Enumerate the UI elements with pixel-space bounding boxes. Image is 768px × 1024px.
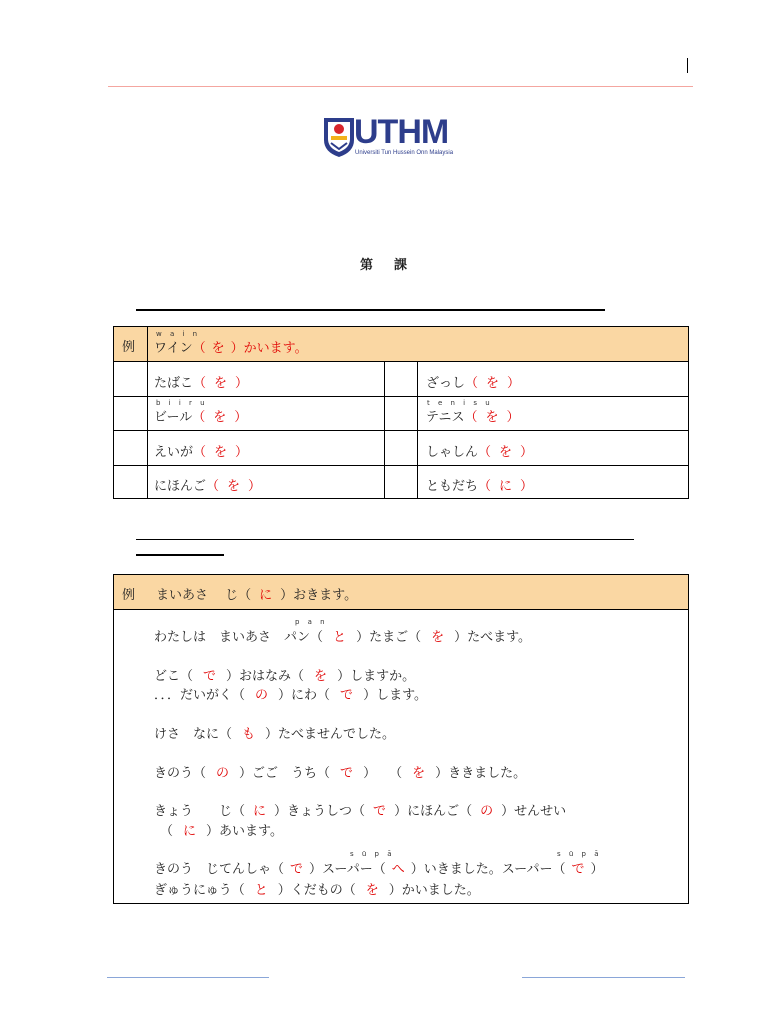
answer-cell: えいが（ を ） xyxy=(154,445,249,460)
ruby-pan: p a n xyxy=(295,618,328,626)
sentence-3: ．．．だいがく（ の ）にわ（ で ）します。 xyxy=(154,688,428,703)
answer-cell: テニス（ を ） xyxy=(426,410,520,425)
uthm-crest-icon xyxy=(322,116,356,158)
answer-cell: たばこ（ を ） xyxy=(154,376,249,391)
sentence-7: （ に ）あいます。 xyxy=(160,824,283,839)
header-rule xyxy=(108,86,693,87)
ruby-supa-1: s ū p ā xyxy=(350,850,395,858)
example-sentence: ワイン（ を ）かいます。 xyxy=(154,341,308,356)
lesson-heading xyxy=(360,254,428,273)
ruby-wain: w a i n xyxy=(156,330,201,338)
footer-rule-right xyxy=(522,977,685,978)
example-label: 例 xyxy=(122,588,136,603)
lesson-char-ka: 課 xyxy=(394,258,411,273)
answer-cell: ざっし（ を ） xyxy=(426,376,521,391)
sentence-1: わたしは まいあさ パン（ と ）たまご（ を ）たべます。 xyxy=(154,630,532,645)
footer-rule-left xyxy=(107,977,269,978)
section2-underline xyxy=(136,554,224,556)
ruby-supa-2: s ū p ā xyxy=(557,850,602,858)
exercise-table-1 xyxy=(113,326,689,499)
logo-subtitle: Universiti Tun Hussein Onn Malaysia xyxy=(355,150,454,156)
ruby-biiru: b i i r u xyxy=(156,399,208,407)
example-sentence: まいあさ じ（ に ）おきます。 xyxy=(156,588,358,603)
sentence-8: きのう じてんしゃ（ で ）スーパー（ へ ）いきました。スーパー（ で ） xyxy=(154,862,604,877)
logo-title: UTHM xyxy=(354,113,449,151)
answer-cell: しゃしん（ を ） xyxy=(426,445,534,460)
answer-cell: ともだち（ に ） xyxy=(426,479,534,494)
section1-rule xyxy=(136,309,605,311)
sentence-5: きのう（ の ）ごご うち（ で ） （ を ）ききました。 xyxy=(154,766,527,781)
sentence-9: ぎゅうにゅう（ と ）くだもの（ を ）かいました。 xyxy=(154,883,480,898)
example-label: 例 xyxy=(122,340,136,355)
lesson-char-dai: 第 xyxy=(360,258,377,273)
answer-cell: にほんご（ を ） xyxy=(154,479,262,494)
sentence-2: どこ（ で ）おはなみ（ を ）しますか。 xyxy=(154,669,416,684)
sentence-4: けさ なに（ も ）たべませんでした。 xyxy=(154,727,396,742)
ruby-tenisu: t e n i s u xyxy=(427,399,493,407)
section2-rule xyxy=(136,539,634,540)
page-marker xyxy=(687,58,688,73)
exercise-table-2 xyxy=(113,574,689,904)
answer-cell: ビール（ を ） xyxy=(154,410,248,425)
sentence-6: きょう じ（ に ）きょうしつ（ で ）にほんご（ の ）せんせい xyxy=(154,804,567,819)
